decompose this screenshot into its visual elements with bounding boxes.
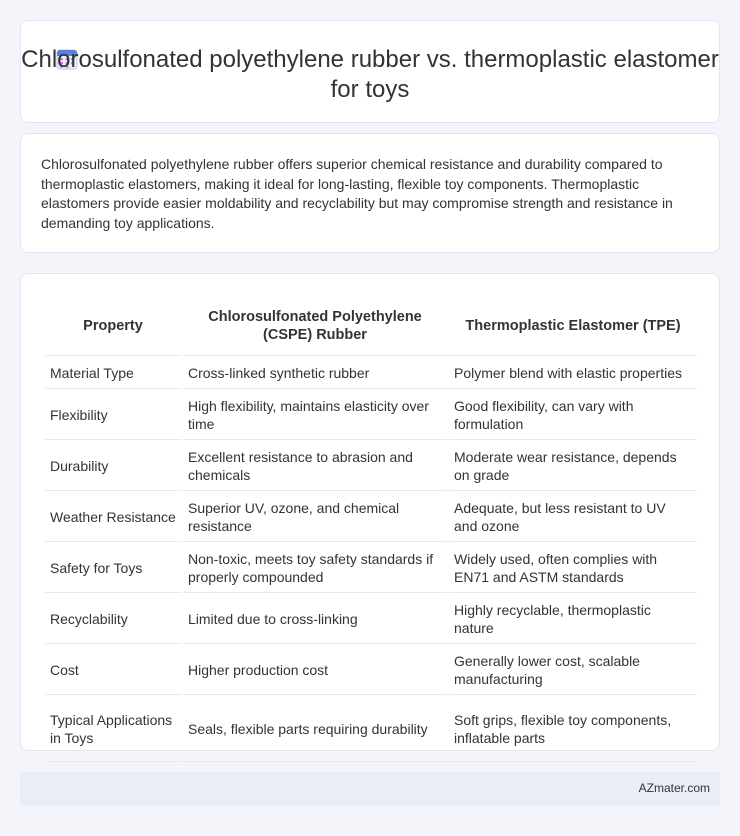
comparison-table bbox=[43, 294, 699, 764]
cspe-cell: Non-toxic, meets toy safety standards if properly compounded bbox=[183, 544, 447, 593]
tpe-cell: Polymer blend with elastic properties bbox=[449, 358, 697, 389]
header-cspe: Chlorosulfonated Polyethylene (CSPE) Rubber bbox=[183, 296, 447, 356]
summary-text: Chlorosulfonated polyethylene rubber offers superior chemical resistance and durability compared to thermoplastic elastomers, making it ideal for long-lasting, flexible toy components. Thermoplastic elastomers provide easier moldability and recyclability but may compromise strength and resistance in demanding toy applications. bbox=[41, 156, 673, 231]
cspe-cell: High flexibility, maintains elasticity over time bbox=[183, 391, 447, 440]
title-card bbox=[20, 20, 720, 123]
table-row bbox=[45, 646, 697, 695]
tpe-cell: Moderate wear resistance, depends on grade bbox=[449, 442, 697, 491]
property-cell: Weather Resistance bbox=[45, 493, 181, 542]
tpe-cell: Generally lower cost, scalable manufacturing bbox=[449, 646, 697, 695]
tpe-cell: Widely used, often complies with EN71 and ASTM standards bbox=[449, 544, 697, 593]
footer-site-link[interactable]: AZmater.com bbox=[638, 781, 710, 795]
property-cell: Safety for Toys bbox=[45, 544, 181, 593]
footer-bar bbox=[20, 772, 720, 806]
table-row bbox=[45, 442, 697, 491]
tpe-cell: Soft grips, flexible toy components, inflatable parts bbox=[449, 697, 697, 762]
property-cell: Typical Applications in Toys bbox=[45, 697, 181, 762]
tpe-cell: Good flexibility, can vary with formulation bbox=[449, 391, 697, 440]
table-row bbox=[45, 358, 697, 389]
table-row bbox=[45, 697, 697, 762]
table-row bbox=[45, 493, 697, 542]
property-cell: Material Type bbox=[45, 358, 181, 389]
comparison-table-card bbox=[20, 273, 720, 751]
property-cell: Flexibility bbox=[45, 391, 181, 440]
header-tpe: Thermoplastic Elastomer (TPE) bbox=[449, 296, 697, 356]
cspe-cell: Cross-linked synthetic rubber bbox=[183, 358, 447, 389]
cspe-cell: Superior UV, ozone, and chemical resistance bbox=[183, 493, 447, 542]
table-row bbox=[45, 544, 697, 593]
property-cell: Recyclability bbox=[45, 595, 181, 644]
property-cell: Cost bbox=[45, 646, 181, 695]
table-header-row bbox=[45, 296, 697, 356]
page-title: Chlorosulfonated polyethylene rubber vs. thermoplastic elastomer for toys bbox=[21, 46, 719, 103]
tpe-cell: Adequate, but less resistant to UV and ozone bbox=[449, 493, 697, 542]
cspe-cell: Higher production cost bbox=[183, 646, 447, 695]
tpe-cell: Highly recyclable, thermoplastic nature bbox=[449, 595, 697, 644]
table-row bbox=[45, 391, 697, 440]
table-row bbox=[45, 595, 697, 644]
property-cell: Durability bbox=[45, 442, 181, 491]
summary-card bbox=[20, 133, 720, 253]
header-property: Property bbox=[45, 296, 181, 356]
cspe-cell: Limited due to cross-linking bbox=[183, 595, 447, 644]
cspe-cell: Seals, flexible parts requiring durability bbox=[183, 697, 447, 762]
cspe-cell: Excellent resistance to abrasion and chemicals bbox=[183, 442, 447, 491]
